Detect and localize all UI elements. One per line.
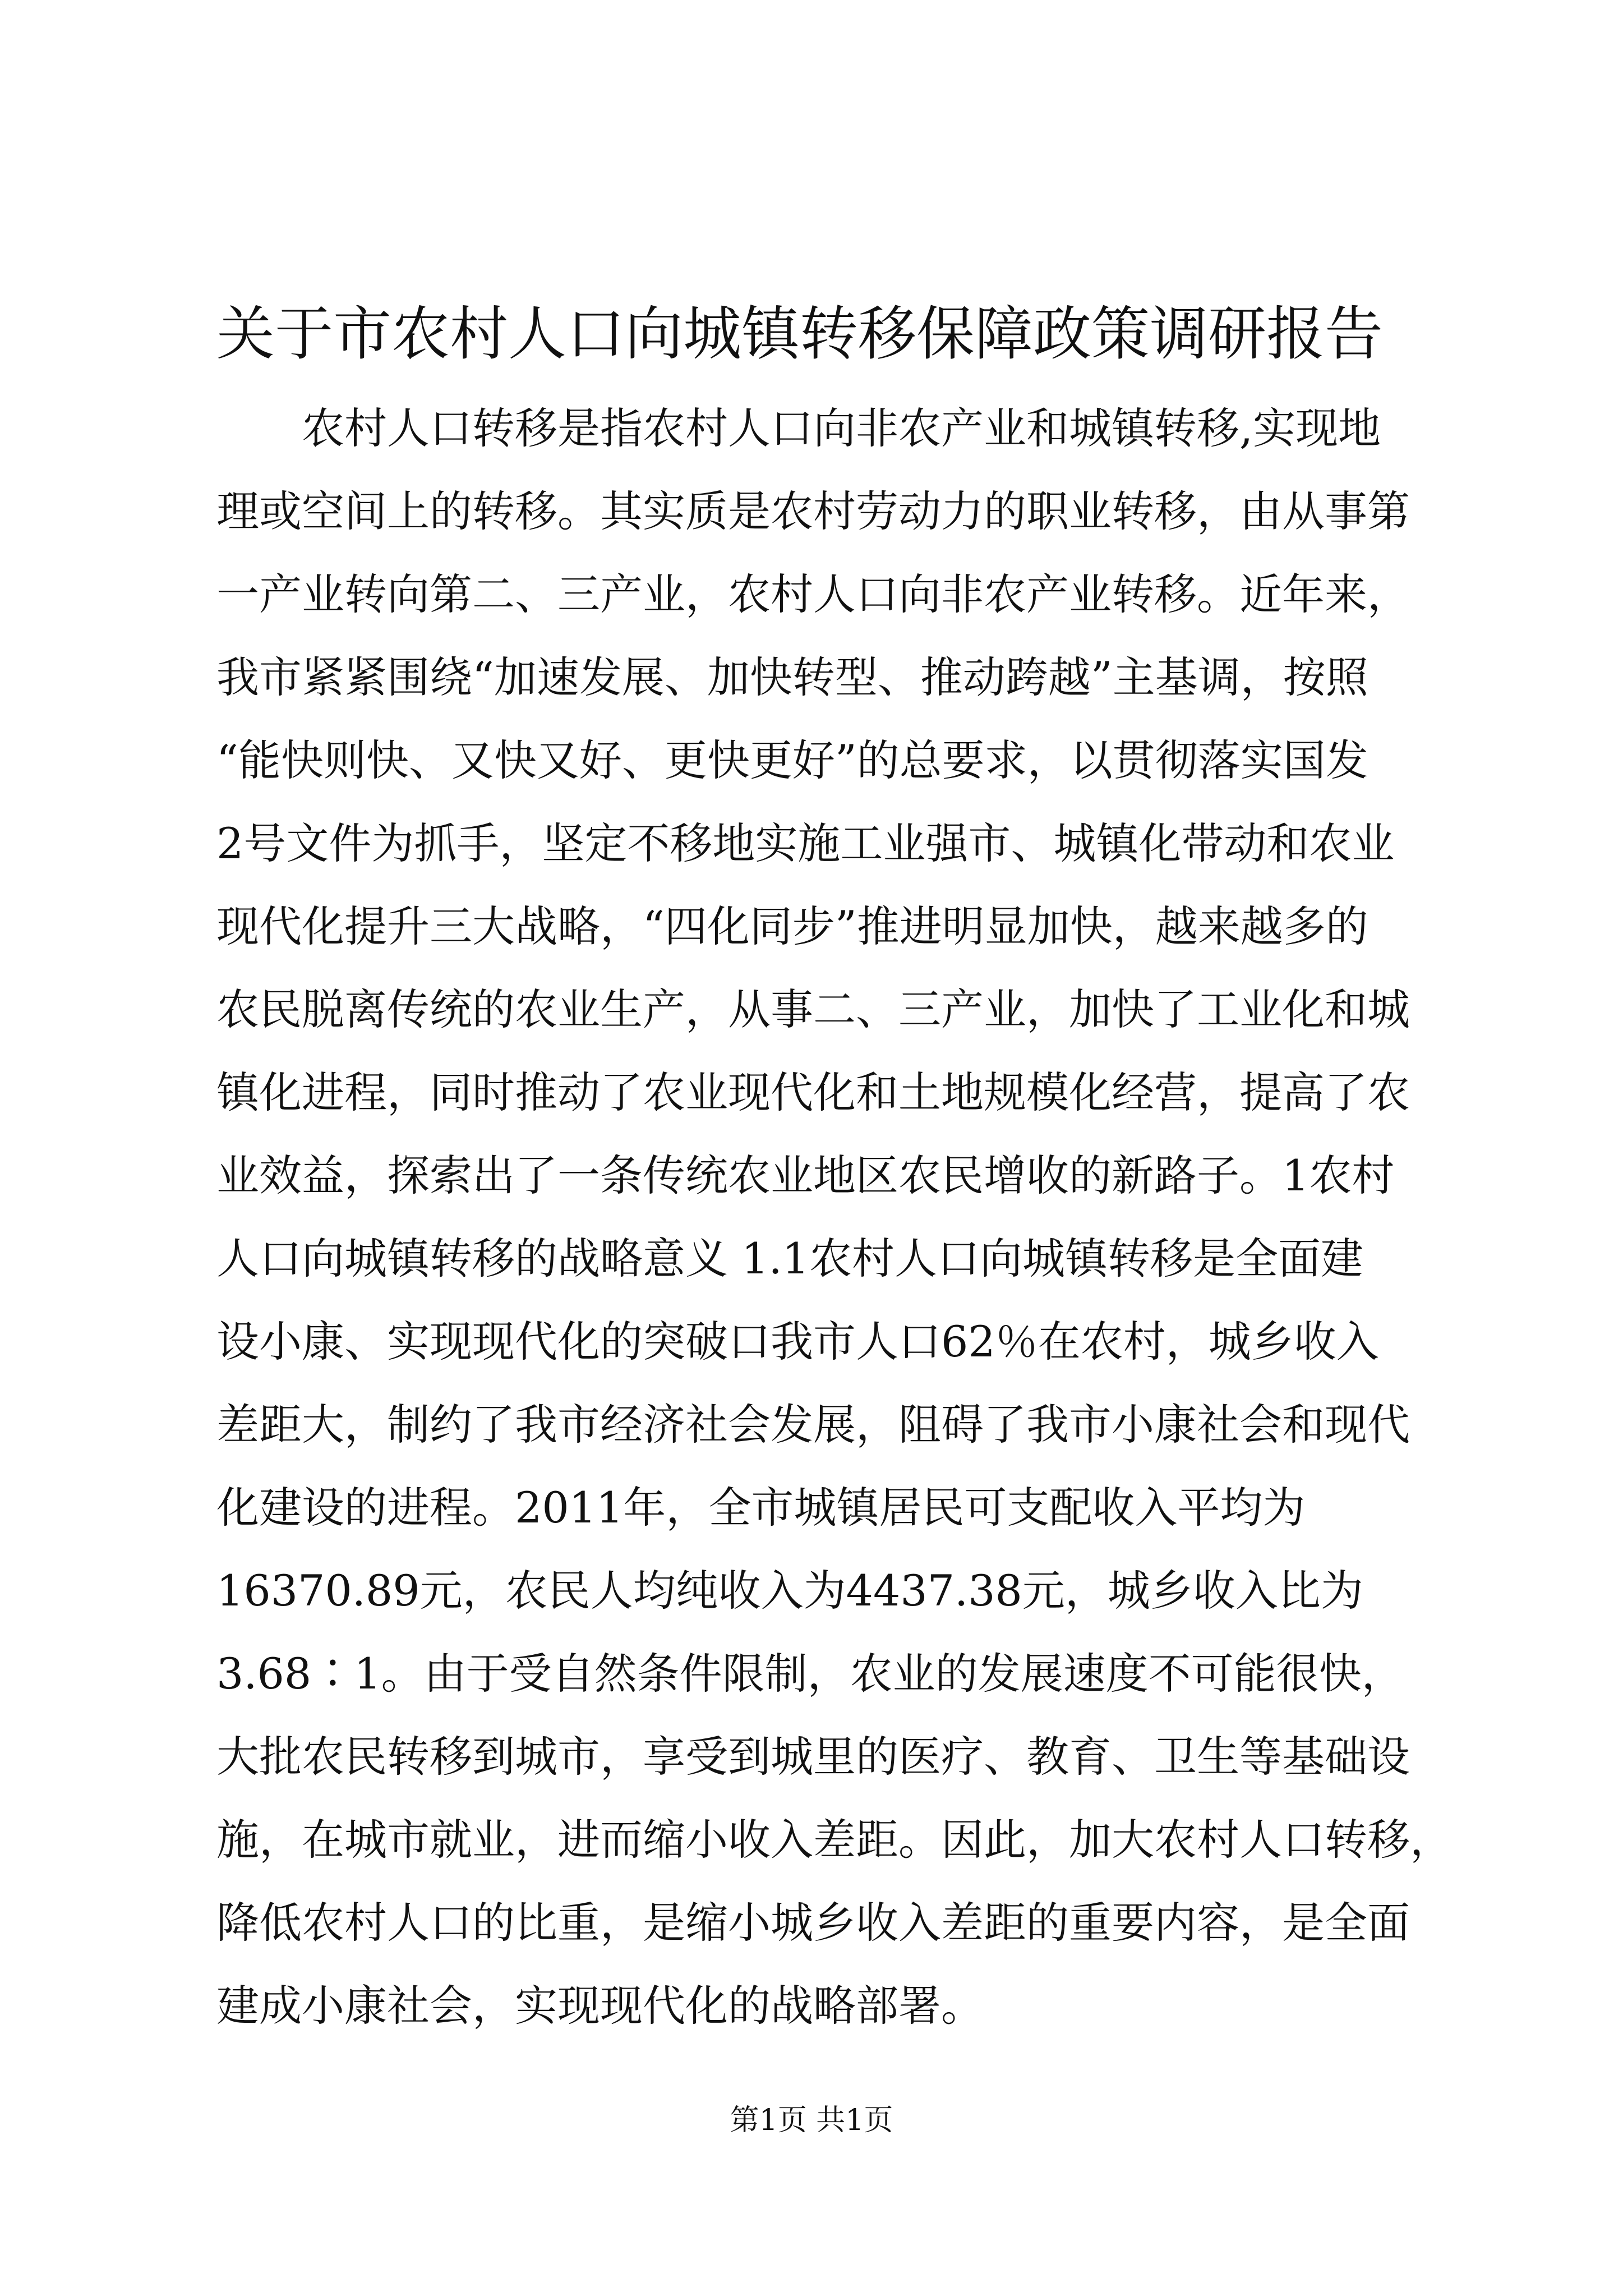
body-line: 业效益，探索出了一条传统农业地区农民增收的新路子。1农村 xyxy=(216,1151,1395,1200)
body-line: “能快则快、又快又好、更快更好”的总要求，以贯彻落实国发 xyxy=(216,735,1368,785)
document-title: 关于市农村人口向城镇转移保障政策调研报告 xyxy=(216,300,1384,368)
body-line: 16370.89元，农民人均纯收入为4437.38元，城乡收入比为 xyxy=(216,1566,1363,1616)
body-line: 设小康、实现现代化的突破口我市人口62％在农村，城乡收入 xyxy=(216,1317,1379,1366)
body-line: 我市紧紧围绕“加速发展、加快转型、推动跨越”主基调，按照 xyxy=(216,652,1368,702)
body-line: 理或空间上的转移。其实质是农村劳动力的职业转移，由从事第 xyxy=(216,486,1410,536)
body-line: 农村人口转移是指农村人口向非农产业和城镇转移,实现地 xyxy=(302,403,1381,453)
page-footer: 第1页 共1页 xyxy=(730,2104,893,2137)
body-line: 现代化提升三大战略，“四化同步”推进明显加快，越来越多的 xyxy=(216,901,1368,951)
body-line: 农民脱离传统的农业生产，从事二、三产业，加快了工业化和城 xyxy=(216,984,1410,1034)
body-line: 降低农村人口的比重，是缩小城乡收入差距的重要内容，是全面 xyxy=(216,1898,1410,1948)
body-line: 施，在城市就业，进而缩小收入差距。因此，加大农村人口转移， xyxy=(216,1815,1453,1865)
body-line: 2号文件为抓手，坚定不移地实施工业强市、城镇化带动和农业 xyxy=(216,818,1395,868)
body-line: 差距大，制约了我市经济社会发展，阻碍了我市小康社会和现代 xyxy=(216,1400,1410,1450)
body-line: 镇化进程，同时推动了农业现代化和土地规模化经营，提高了农 xyxy=(216,1068,1410,1117)
body-line: 3.68∶1。由于受自然条件限制，农业的发展速度不可能很快， xyxy=(216,1649,1404,1699)
document-body xyxy=(216,387,1453,2047)
body-line: 一产业转向第二、三产业，农村人口向非农产业转移。近年来， xyxy=(216,569,1410,619)
body-line: 建成小康社会，实现现代化的战略部署。 xyxy=(216,1981,984,2031)
body-line: 大批农民转移到城市，享受到城里的医疗、教育、卫生等基础设 xyxy=(216,1732,1410,1782)
body-line: 人口向城镇转移的战略意义 1.1农村人口向城镇转移是全面建 xyxy=(216,1234,1364,1283)
body-line: 化建设的进程。2011年，全市城镇居民可支配收入平均为 xyxy=(216,1483,1306,1533)
